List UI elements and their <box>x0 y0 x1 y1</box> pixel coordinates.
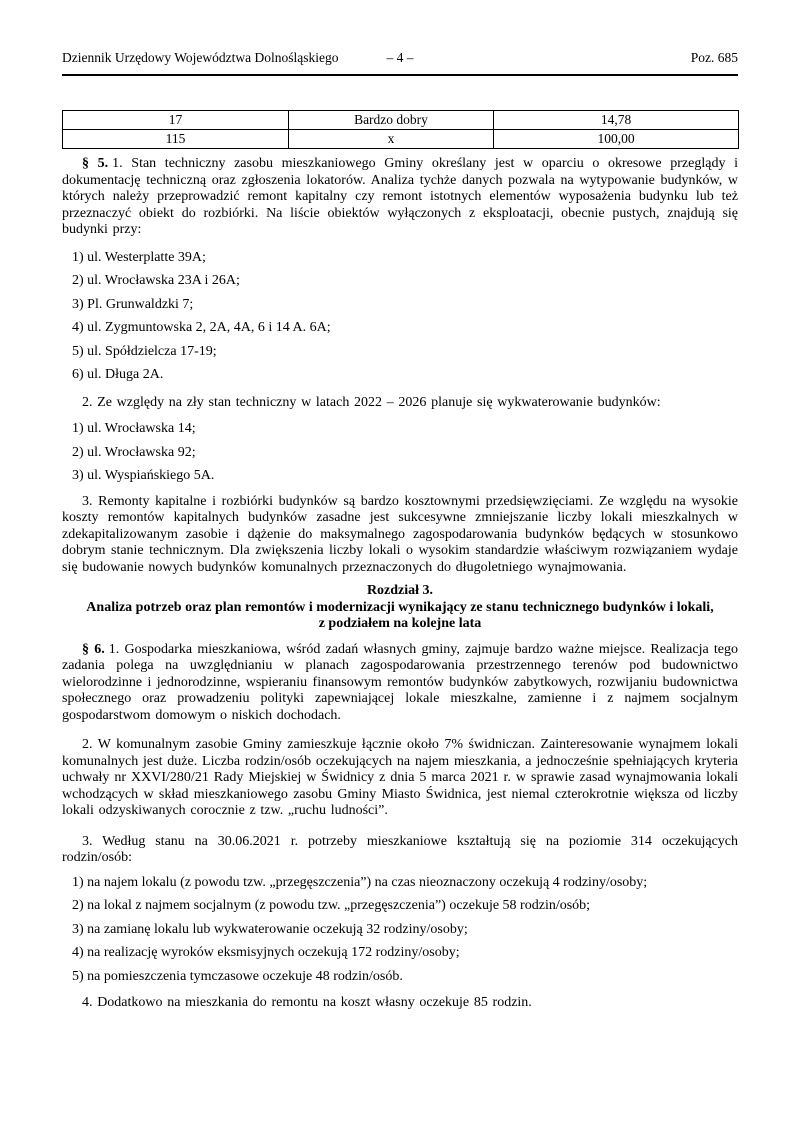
paragraph-6-3: 3. Według stanu na 30.06.2021 r. potrzeby mieszkaniowe kształtują się na poziomie 314 oczekujących rodzin/osób: <box>62 833 738 865</box>
list-item: 5) na pomieszczenia tymczasowe oczekuje 48 rodzin/osób. <box>72 968 403 984</box>
journal-title: Dziennik Urzędowy Województwa Dolnośląskiego <box>62 50 339 65</box>
paragraph-6-1 <box>62 642 738 725</box>
table-cell: 17 <box>63 111 289 130</box>
table-row <box>63 111 739 130</box>
table-cell: Bardzo dobry <box>289 111 494 130</box>
list-item: 1) ul. Wrocławska 14; <box>72 421 196 436</box>
paragraph-5-1-text: 1. Stan techniczny zasobu mieszkaniowego Gminy określany jest w oparciu o okresowe przeglądy i dokumentację techniczną oraz zgłoszenia lokatorów. Analiza tychże danych pozwala na wytypowanie budynków, w których należy przeprowadzić remont kapitalny czy remont istotnych elementów wyposażenia budynku lub też przeznaczyć obiekt do rozbiórki. Na liście obiektów wyłączonych z eksploatacji, obecnie pustych, znajdują się budynki przy: <box>62 156 738 237</box>
position-number: Poz. 685 <box>690 50 738 65</box>
paragraph-5-1 <box>62 156 738 239</box>
paragraph-5-2: 2. Ze względy na zły stan techniczny w latach 2022 – 2026 planuje się wykwaterowanie budynków: <box>82 394 661 410</box>
housing-needs-list <box>62 875 738 986</box>
list-item: 4) ul. Zygmuntowska 2, 2A, 4A, 6 i 14 A. 6A; <box>72 320 331 335</box>
chapter-heading <box>62 583 738 633</box>
list-item: 5) ul. Spółdzielcza 17-19; <box>72 343 217 359</box>
table-cell: x <box>289 130 494 149</box>
chapter-title-line1: Analiza potrzeb oraz plan remontów i modernizacji wynikający ze stanu technicznego budynków i lokali, <box>86 599 714 615</box>
paragraph-6-1-text: 1. Gospodarka mieszkaniowa, wśród zadań własnych gminy, zajmuje bardzo ważne miejsce. Realizacja tego zadania polega na uwzględnianiu w planach zagospodarowania przestrzennego terenów pod budownictwo wielorodzinne i jednorodzinne, wspieraniu finansowym remontów budynków zabytkowych, rozwijaniu budownictwa społecznego oraz prowadzeniu polityki zapewniającej lokale mieszkalne, zamienne i z najmem socjalnym gospodarstwom domowym o niskich dochodach. <box>62 641 739 723</box>
section-5-label: § 5. <box>82 156 109 171</box>
chapter-number: Rozdział 3. <box>366 583 434 598</box>
paragraph-6-2: 2. W komunalnym zasobie Gminy zamieszkuje łącznie około 7% świdniczan. Zainteresowanie wynajmem lokali komunalnych jest duże. Liczba rodzin/osób oczekujących na najem mieszkania, a jednocześnie spełniających kryteria uchwały nr XXVI/280/21 Rady Miejskiej w Świdnicy z dnia 5 marca 2021 r. w sprawie zasad wynajmowania lokali wchodzących w skład mieszkaniowego zasobu Gminy Miasto Świdnica, jest niemal czterokrotnie większa od liczby lokali odzyskiwanych corocznie z tzw. „ruchu ludności”. <box>62 737 738 818</box>
document-body <box>62 150 738 1012</box>
list-item: 3) ul. Wyspiańskiego 5A. <box>72 468 215 483</box>
table-cell: 115 <box>63 130 289 149</box>
running-header <box>62 50 738 76</box>
list-item: 1) ul. Westerplatte 39A; <box>72 249 206 265</box>
list-item: 4) na realizację wyroków eksmisyjnych oczekują 172 rodziny/osoby; <box>72 945 460 960</box>
list-item: 2) ul. Wrocławska 23A i 26A; <box>72 273 240 288</box>
page-number: – 4 – <box>386 50 414 65</box>
list-item: 3) na zamianę lokalu lub wykwaterowanie oczekują 32 rodziny/osoby; <box>72 921 468 937</box>
paragraph-6-4: 4. Dodatkowo na mieszkania do remontu na koszt własny oczekuje 85 rodzin. <box>82 995 532 1010</box>
chapter-title-line2: z podziałem na kolejne lata <box>318 616 482 631</box>
list-item: 2) na lokal z najmem socjalnym (z powodu tzw. „przegęszczenia”) oczekuje 58 rodzin/osób; <box>72 898 591 913</box>
list-item: 3) Pl. Grunwaldzki 7; <box>72 296 194 312</box>
relocation-buildings-list <box>62 421 738 485</box>
list-item: 2) ul. Wrocławska 92; <box>72 444 196 460</box>
table-cell: 14,78 <box>494 111 739 130</box>
table-cell: 100,00 <box>494 130 739 149</box>
table-row <box>63 130 739 149</box>
vacant-buildings-list <box>62 250 738 384</box>
paragraph-5-3: 3. Remonty kapitalne i rozbiórki budynków są bardzo kosztownymi przedsięwzięciami. Ze względu na wysokie koszty remontów kapitalnych budynków zasadne jest sukcesywne zmniejszanie liczby lokali mieszkalnych w zdekapitalizowanym zasobie i dążenie do maksymalnego zagospodarowania budynków będących w stosunkowo dobrym stanie technicznym. Dla zwiększenia liczby lokali o wysokim standardzie właściwym rozwiązaniem wydaje się budowanie nowych budynków komunalnych przeznaczonych do długoletniego wynajmowania. <box>62 493 738 575</box>
housing-condition-table <box>62 110 739 149</box>
section-6-label: § 6. <box>82 641 105 657</box>
list-item: 6) ul. Długa 2A. <box>72 367 164 382</box>
list-item: 1) na najem lokalu (z powodu tzw. „przegęszczenia”) na czas nieoznaczony oczekują 4 rodziny/osoby; <box>72 874 648 890</box>
